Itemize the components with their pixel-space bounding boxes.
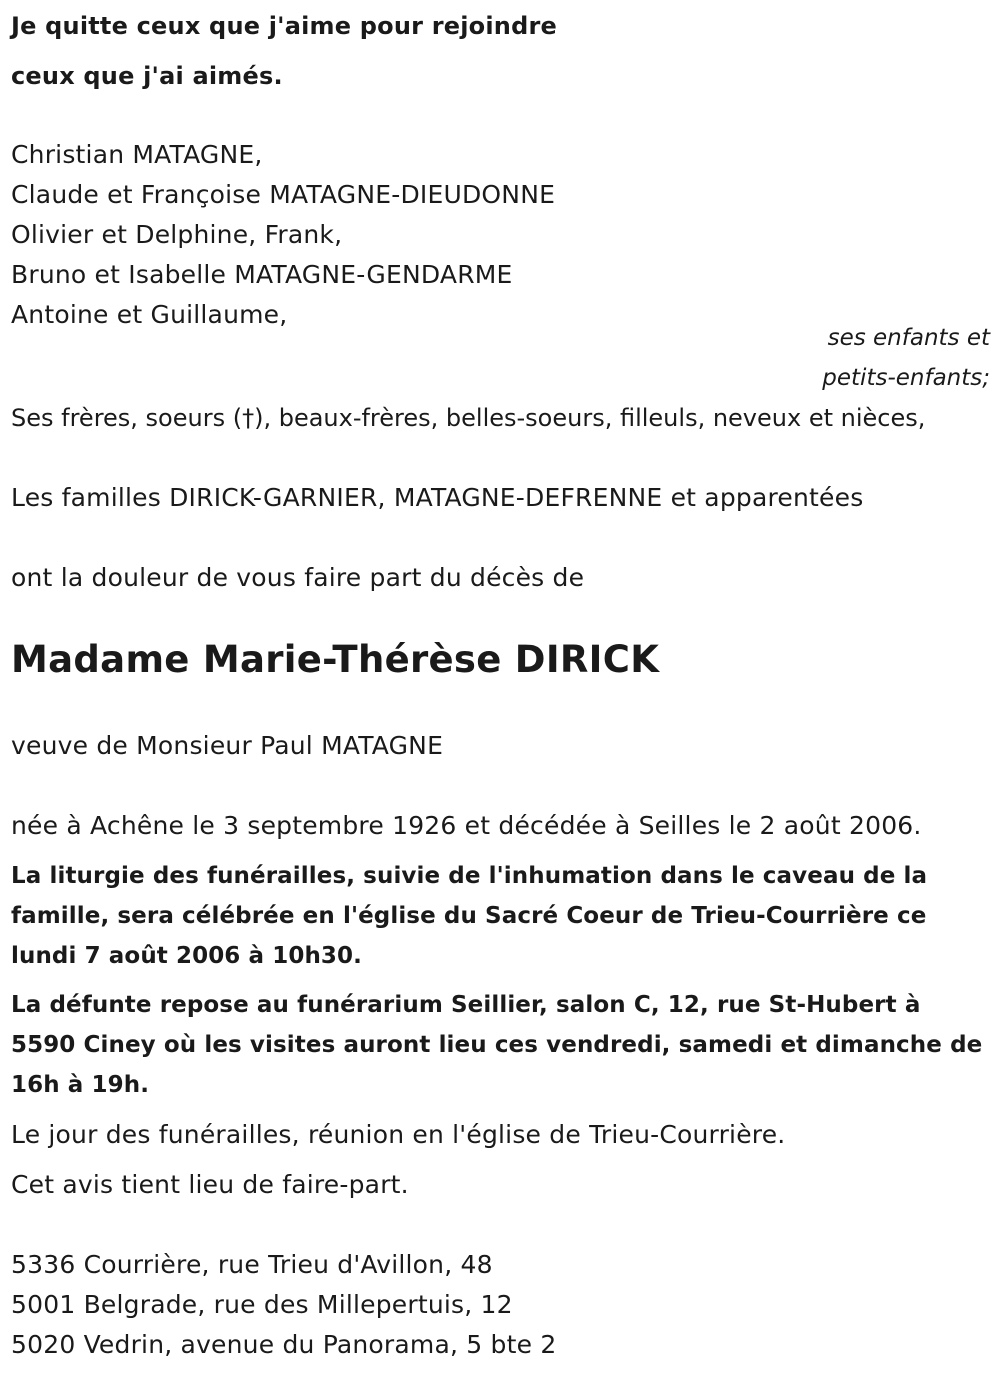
meeting-info: Le jour des funérailles, réunion en l'église de Trieu-Courrière. [11,1120,786,1149]
children-line-1: Christian MATAGNE, [11,140,263,169]
funeral-info: La liturgie des funérailles, suivie de l'inhumation dans le caveau de la famille, sera célébrée en l'église du Sacré Coeur de Trieu-Courrière ce lundi 7 août 2006 à 10h30. [11,863,928,969]
children-line-3: Olivier et Delphine, Frank, [11,220,343,249]
deceased-name: Madame Marie-Thérèse DIRICK [11,638,660,681]
notice: Cet avis tient lieu de faire-part. [11,1170,409,1199]
children-line-4: Bruno et Isabelle MATAGNE-GENDARME [11,260,513,289]
address-2: 5001 Belgrade, rue des Millepertuis, 12 [11,1290,513,1319]
birth-death: née à Achêne le 3 septembre 1926 et décédée à Seilles le 2 août 2006. [11,811,922,840]
relatives-line-1: Ses frères, soeurs (†), beaux-frères, belles-soeurs, filleuls, neveux et nièces, [11,404,926,432]
children-line-2: Claude et Françoise MATAGNE-DIEUDONNE [11,180,556,209]
children-label-line-1: ses enfants et [827,325,990,351]
epigraph-line-2: ceux que j'ai aimés. [11,62,283,90]
announcement: ont la douleur de vous faire part du décès de [11,563,585,592]
widow-of: veuve de Monsieur Paul MATAGNE [11,731,444,760]
relatives-line-2: Les familles DIRICK-GARNIER, MATAGNE-DEFRENNE et apparentées [11,483,864,512]
address-1: 5336 Courrière, rue Trieu d'Avillon, 48 [11,1250,493,1279]
epigraph-line-1: Je quitte ceux que j'aime pour rejoindre [11,12,557,40]
children-label-line-2: petits-enfants; [822,365,990,391]
address-3: 5020 Vedrin, avenue du Panorama, 5 bte 2 [11,1330,557,1359]
visitation-info: La défunte repose au funérarium Seillier, salon C, 12, rue St-Hubert à 5590 Ciney où les visites auront lieu ces vendredi, samedi et dimanche de 16h à 19h. [11,992,983,1098]
children-line-5: Antoine et Guillaume, [11,300,288,329]
